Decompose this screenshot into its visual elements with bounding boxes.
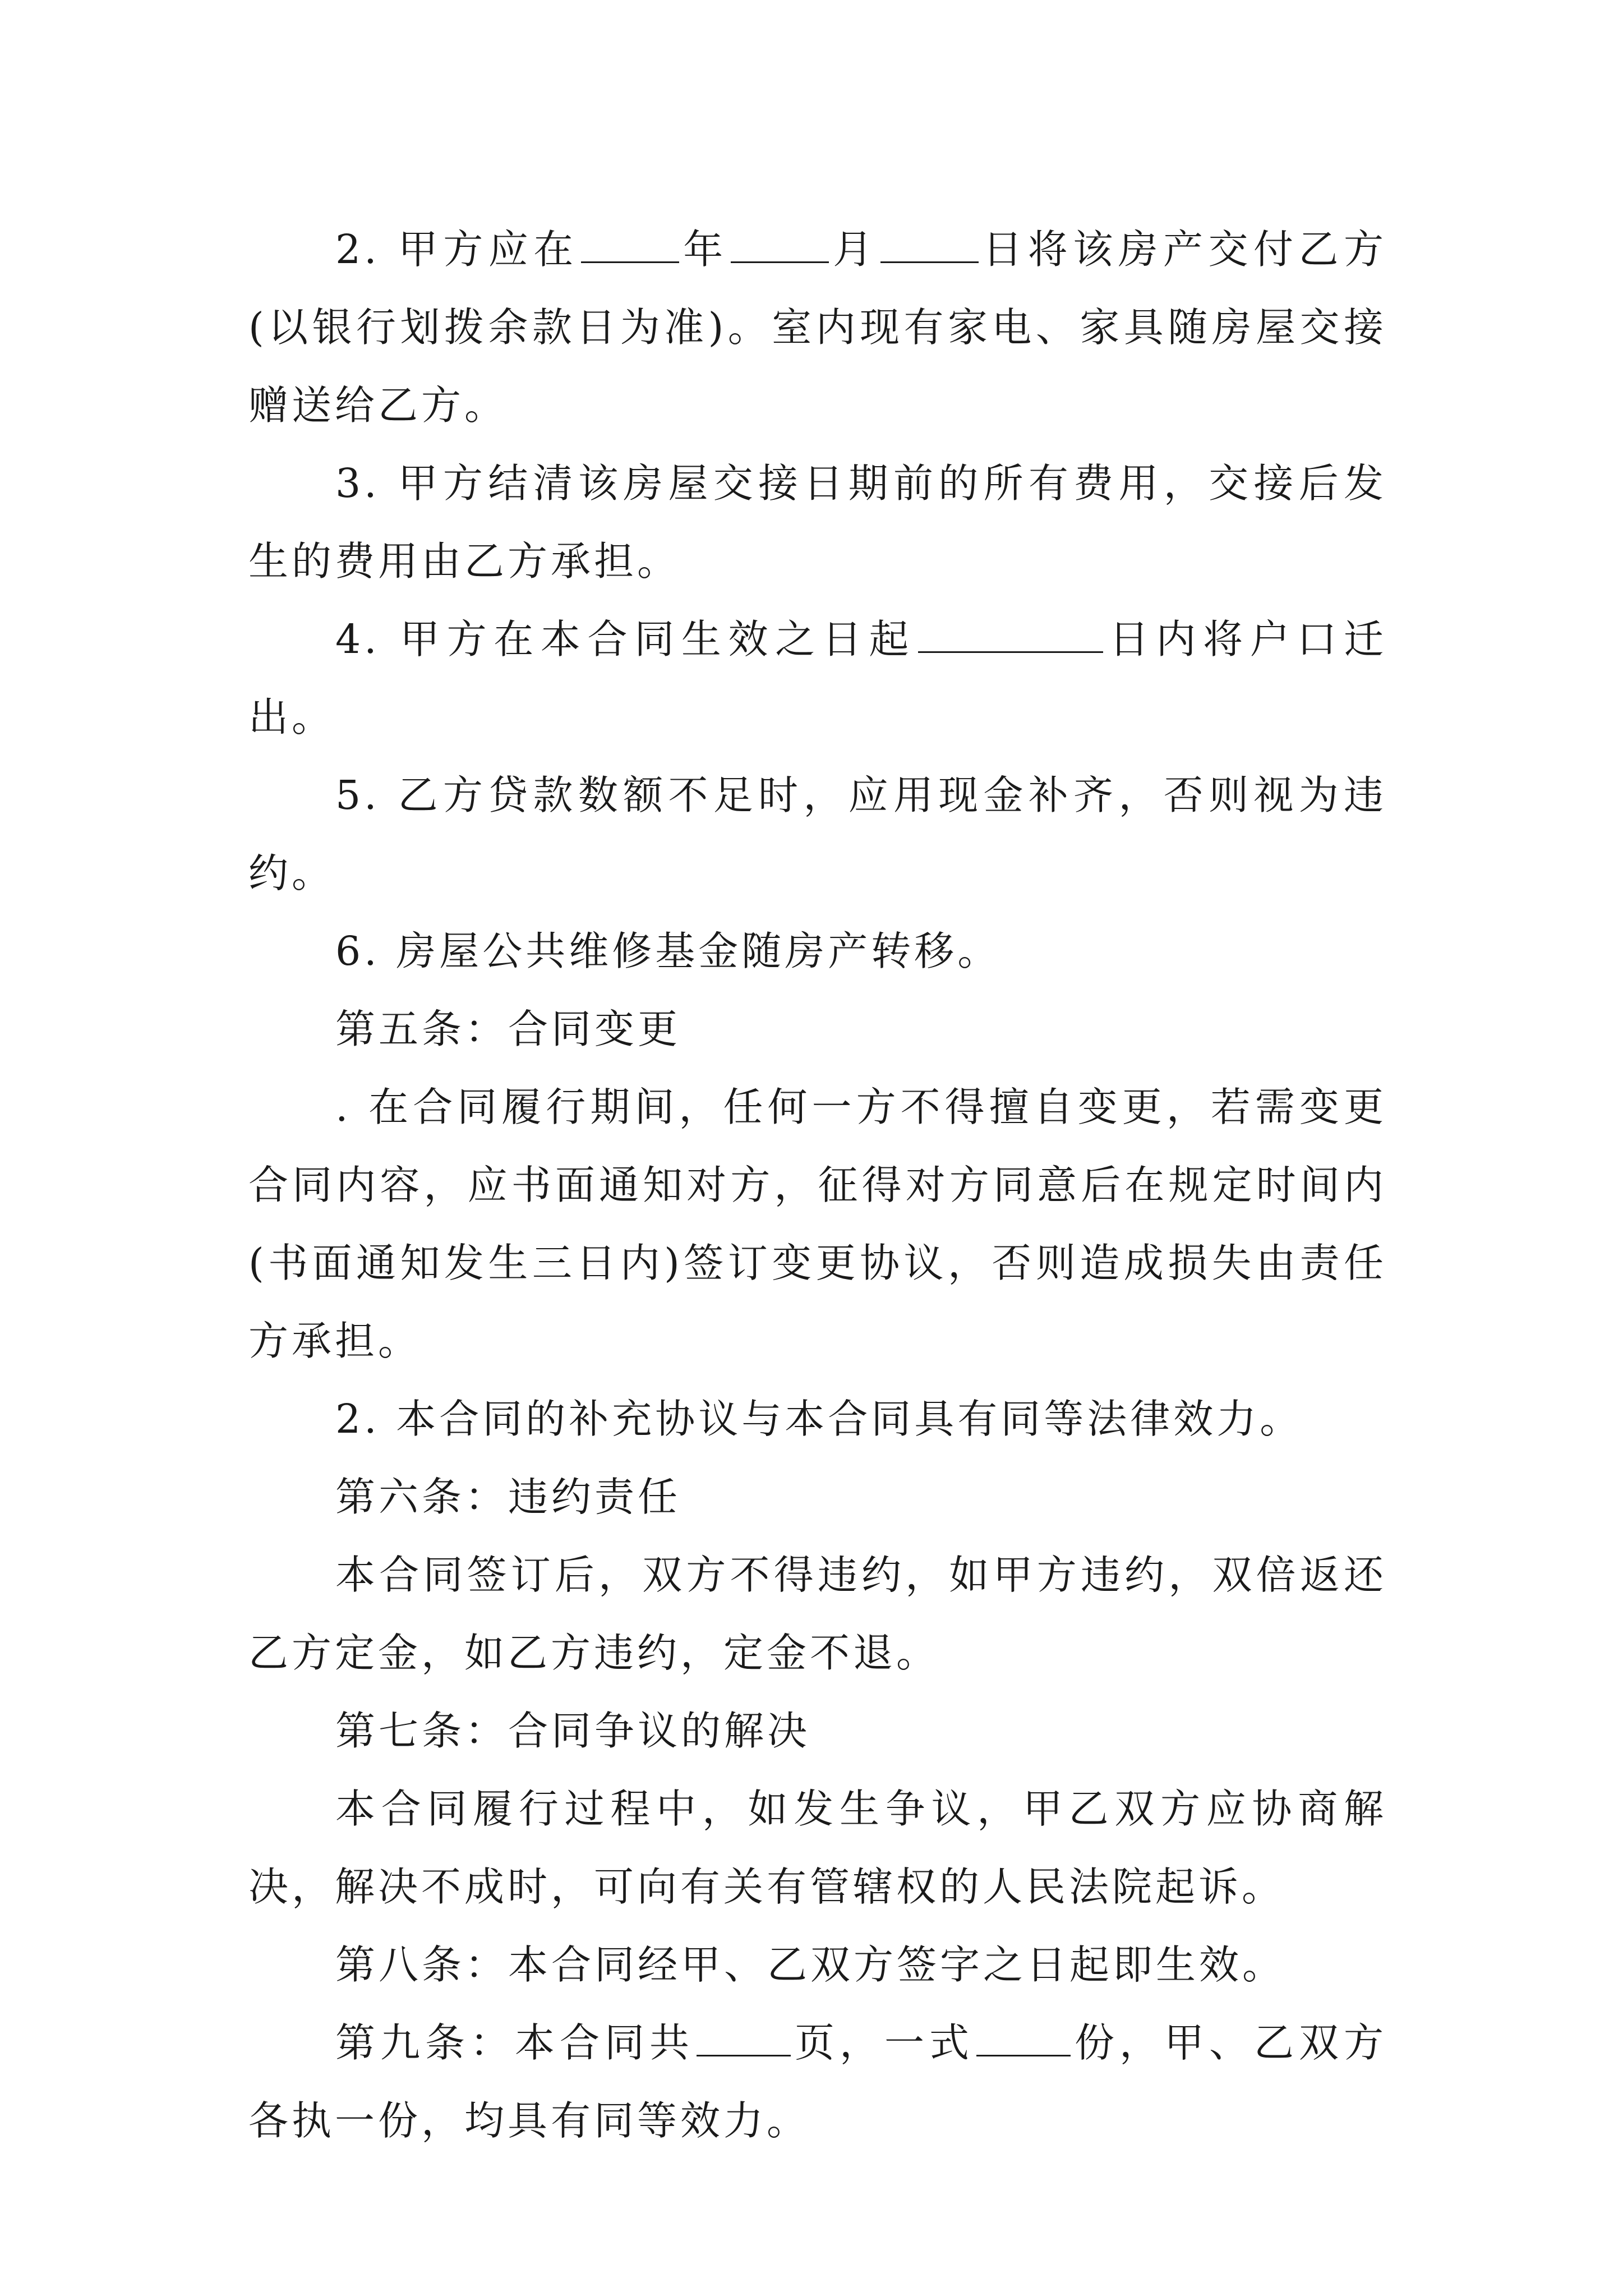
article-5-clause-2 xyxy=(248,1380,1387,1458)
text: 份，甲、乙双方各执一份，均具有同等效力。 xyxy=(248,2019,1387,2144)
text: 3. 甲方结清该房屋交接日期前的所有费用，交接后发生的费用由乙方承担。 xyxy=(248,460,1387,585)
text: 本合同签订后，双方不得违约，如甲方违约，双倍返还乙方定金，如乙方违约，定金不退。 xyxy=(248,1552,1387,1676)
text: . 在合同履行期间，任何一方不得擅自变更，若需变更合同内容，应书面通知对方，征得对方同意后在规定时间内(书面通知发生三日内)签订变更协议，否则造成损失由责任方承担。 xyxy=(248,1084,1387,1364)
article-7-body xyxy=(248,1770,1387,1926)
text: 5. 乙方贷款数额不足时，应用现金补齐，否则视为违约。 xyxy=(248,772,1387,896)
article-5-clause-1 xyxy=(248,1068,1387,1380)
blank-month xyxy=(731,221,829,263)
blank-year xyxy=(581,221,679,263)
clause-6-fund xyxy=(248,912,1387,990)
text: 第七条：合同争议的解决 xyxy=(335,1708,811,1754)
article-9 xyxy=(248,2004,1387,2160)
text: 本合同履行过程中，如发生争议，甲乙双方应协商解决，解决不成时，可向有关有管辖权的人民法院起诉。 xyxy=(248,1786,1387,1910)
blank-day xyxy=(880,221,979,263)
article-8 xyxy=(248,1926,1387,2004)
clause-3-fees xyxy=(248,444,1387,600)
text: 日将该房产交付乙方(以银行划拨余款日为准)。室内现有家电、家具随房屋交接赠送给乙方。 xyxy=(248,226,1387,429)
text: 第八条：本合同经甲、乙双方签字之日起即生效。 xyxy=(335,1941,1286,1988)
text: 2. 本合同的补充协议与本合同具有同等法律效力。 xyxy=(335,1396,1303,1442)
text: 页，一式 xyxy=(792,2019,974,2066)
blank-pages xyxy=(697,2014,791,2056)
text: 6. 房屋公共维修基金随房产转移。 xyxy=(335,928,1001,974)
article-6-heading xyxy=(248,1458,1387,1536)
text: 月 xyxy=(831,226,878,273)
text: 4. 甲方在本合同生效之日起 xyxy=(335,616,916,662)
text: 第六条：违约责任 xyxy=(335,1474,681,1520)
text: 年 xyxy=(681,226,728,273)
article-6-body xyxy=(248,1536,1387,1692)
text: 第九条：本合同共 xyxy=(335,2019,694,2066)
blank-days xyxy=(918,611,1103,653)
article-7-heading xyxy=(248,1692,1387,1770)
clause-4-hukou xyxy=(248,600,1387,756)
text: 日内将户口迁出。 xyxy=(248,616,1387,740)
clause-2-delivery xyxy=(248,210,1387,444)
text: 2. 甲方应在 xyxy=(335,226,579,273)
clause-5-loan xyxy=(248,756,1387,912)
text: 第五条：合同变更 xyxy=(335,1006,681,1052)
document-page xyxy=(248,210,1387,2160)
article-5-heading xyxy=(248,990,1387,1068)
blank-copies xyxy=(976,2014,1071,2056)
